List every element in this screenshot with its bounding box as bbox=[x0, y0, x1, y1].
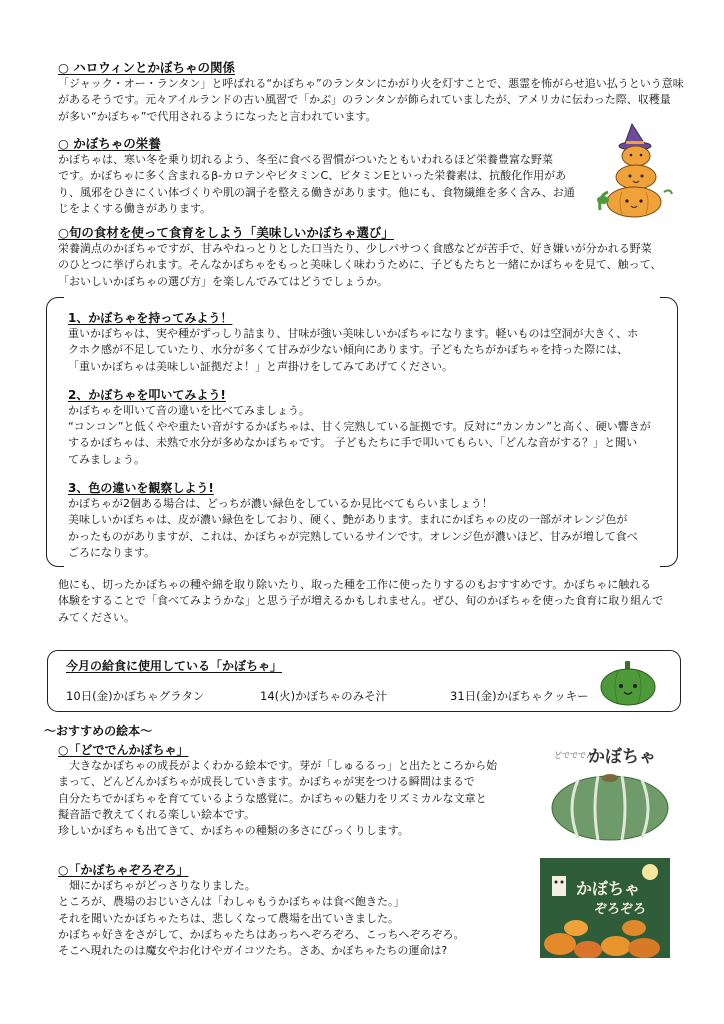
text-line: ところが、農場のおじいさんは「わしゃもうかぼちゃは食べ飽きた。」 bbox=[58, 895, 405, 909]
section-body bbox=[58, 152, 598, 217]
lunch-menu-item: 14(火)かぼちゃのみそ汁 bbox=[260, 689, 388, 703]
text-line: “コンコン”と低くやや重たい音がするかぼちゃは、甘く完熟している証拠です。反対に“カンカン”と高く、硬い響きが bbox=[68, 420, 651, 434]
text-line: てみましょう。 bbox=[68, 452, 145, 466]
book-title: ○「どででんかぼちゃ」 bbox=[58, 743, 189, 757]
section-body bbox=[58, 76, 684, 125]
text-line: です。かぼちゃに多く含まれるβ-カロテンやビタミンC、ビタミンEといった栄養素は、抗酸化作用があ bbox=[58, 169, 567, 183]
text-line: 擬音語で教えてくれる楽しい絵本です。 bbox=[58, 807, 256, 821]
text-line: り、風邪をひきにくい体づくりや肌の調子を整える働きがあります。他にも、食物繊維を多く含み、お通 bbox=[58, 185, 575, 199]
tip-item bbox=[68, 387, 668, 468]
text-line: そこへ現れたのは魔女やお化けやガイコツたち。さあ、かぼちゃたちの運命は? bbox=[58, 944, 448, 958]
lunch-menu-item: 31日(金)かぼちゃクッキー bbox=[450, 689, 589, 703]
book-cover-subtitle: どでででん bbox=[554, 751, 594, 760]
green-pumpkin-photo bbox=[548, 766, 672, 842]
text-line: 珍しいかぼちゃも出てきて、かぼちゃの種類の多さにびっくりします。 bbox=[58, 824, 409, 838]
text-line: じをよくする働きがあります。 bbox=[58, 201, 212, 215]
lunch-menu-item: 10日(金)かぼちゃグラタン bbox=[66, 689, 205, 703]
tips-list bbox=[68, 310, 668, 570]
book-cover-title-line2: ぞろぞろ bbox=[594, 902, 647, 917]
text-line: 畑にかぼちゃがどっさりなりました。 bbox=[69, 879, 256, 892]
lunch-menu-box bbox=[47, 650, 681, 712]
book-cover-title: かぼちゃ bbox=[588, 747, 656, 767]
text-line: するかぼちゃは、未熟で水分が多めなかぼちゃです。 子どもたちに手で叩いてもらい、「どんな音がする？」と聞い bbox=[68, 436, 638, 450]
section-heading: ○ ハロウィンとかぼちゃの関係 bbox=[58, 60, 236, 75]
text-line: 栄養満点のかぼちゃですが、甘みやねっとりとした口当たり、少しパサつく食感などが苦手で、好き嫌いが分かれる野菜 bbox=[58, 242, 652, 255]
text-line: が多い“かぼちゃ”で代用されるようになったと言われています。 bbox=[58, 109, 377, 123]
books-heading bbox=[44, 723, 152, 739]
green-pumpkin-icon bbox=[598, 659, 658, 707]
text-line: 美味しいかぼちゃは、皮が濃い緑色をしており、硬く、艶があります。まれにかぼちゃの皮の一部がオレンジ色が bbox=[68, 513, 628, 527]
text-line: があるそうです。元々アイルランドの古い風習で「かぶ」のランタンが飾られていましたが、アメリカに伝わった際、収穫量 bbox=[58, 93, 671, 107]
text-line: かぼちゃを叩いて音の違いを比べてみましょう。 bbox=[68, 403, 310, 417]
text-line: 「ジャック・オー・ランタン」と呼ばれる“かぼちゃ”のランタンにかがり火を灯すことで、悪霊を怖がらせ追い払うという意味 bbox=[58, 77, 684, 90]
stacked-pumpkins-illustration bbox=[594, 122, 674, 220]
section-body bbox=[58, 241, 678, 290]
tip-heading: 3、色の違いを観察しよう! bbox=[68, 481, 214, 496]
text-line: かぼちゃ好きをさがして、かぼちゃたちはあっちへぞろぞろ、こっちへぞろぞろ。 bbox=[58, 927, 465, 941]
text-line: かぼちゃは、寒い冬を乗り切れるよう、冬至に食べる習慣がついたともいわれるほど栄養豊富な野菜 bbox=[58, 153, 553, 166]
text-line: 重いかぼちゃは、実や種がずっしり詰まり、甘味が強い美味しいかぼちゃになります。軽いものは空洞が大きく、ホ bbox=[68, 327, 639, 340]
text-line: まって、どんどんかぼちゃが成長していきます。かぼちゃが実をつける瞬間はまるで bbox=[58, 775, 475, 789]
halloween-section bbox=[58, 60, 684, 125]
book-title: ○「かぼちゃぞろぞろ」 bbox=[58, 863, 189, 877]
tip-heading: 2、かぼちゃを叩いてみよう! bbox=[68, 387, 226, 402]
tip-body bbox=[68, 403, 668, 468]
text-line: 「おいしいかぼちゃの選び方」を楽しんでみてはどうでしょうか。 bbox=[58, 274, 388, 288]
selection-section bbox=[58, 225, 678, 290]
book-cover-dodededen bbox=[540, 742, 680, 842]
tip-item bbox=[68, 310, 668, 375]
text-line: かぼちゃが2個ある場合は、どっちが濃い緑色をしているか見比べてもらいましょう！ bbox=[68, 497, 493, 511]
text-line: 「重いかぼちゃは美味しい証拠だよ！」と声掛けをしてみてあげてください。 bbox=[68, 359, 453, 373]
tip-body bbox=[68, 326, 668, 375]
text-line: 自分たちでかぼちゃを育てているような感覚に。かぼちゃの魅力をリズミカルな文章と bbox=[58, 791, 487, 805]
section-heading: ○ かぼちゃの栄養 bbox=[58, 136, 161, 151]
text-line: 大きなかぼちゃの成長がよくわかる絵本です。芽が「しゅるるっ」と出たところから始 bbox=[69, 759, 498, 772]
book-dodededen bbox=[58, 742, 528, 839]
text-line: のひとつに挙げられます。そんなかぼちゃをもっと美味しく味わうために、子どもたちと一緒にかぼちゃを見て、触って、 bbox=[58, 258, 662, 272]
book-description bbox=[58, 758, 528, 839]
closing-paragraph bbox=[58, 577, 678, 626]
text-line: 他にも、切ったかぼちゃの種や綿を取り除いたり、取った種を工作に使ったりするのもおすすめです。かぼちゃに触れる bbox=[58, 578, 652, 591]
tip-heading: 1、かぼちゃを持ってみよう！ bbox=[68, 311, 233, 325]
book-cover-zorozoro bbox=[540, 858, 670, 958]
nutrition-section bbox=[58, 136, 598, 217]
text-line: みてください。 bbox=[58, 610, 135, 624]
section-heading: ○旬の食材を使って食育をしよう「美味しいかぼちゃ選び」 bbox=[58, 225, 394, 240]
frame-gap-top bbox=[64, 296, 660, 300]
book-kabocha-zorozoro bbox=[58, 862, 538, 959]
text-line: 体験をすることで「食べてみようかな」と思う子が増えるかもしれません。ぜひ、旬のかぼちゃを使った食育に取り組んで bbox=[58, 594, 664, 608]
books-heading-text: ～おすすめの絵本～ bbox=[44, 724, 153, 738]
tip-body bbox=[68, 496, 668, 561]
lunch-menu-title: 今月の給食に使用している「かぼちゃ」 bbox=[66, 659, 283, 673]
book-cover-title-line1: かぼちゃ bbox=[576, 879, 641, 898]
text-line: かったものがありますが、これは、かぼちゃが完熟しているサインです。オレンジ色が濃いほど、甘みが増して食べ bbox=[68, 529, 638, 543]
text-line: クホク感が不足していたり、水分が多くて甘みが少ない傾向にあります。子どもたちがかぼちゃを持った際には、 bbox=[68, 343, 629, 357]
text-line: ごろになります。 bbox=[68, 545, 156, 559]
text-line: それを聞いたかぼちゃたちは、悲しくなって農場を出ていきました。 bbox=[58, 911, 399, 925]
book-description bbox=[58, 878, 538, 959]
closing-body bbox=[58, 577, 678, 626]
tip-item bbox=[68, 480, 668, 561]
